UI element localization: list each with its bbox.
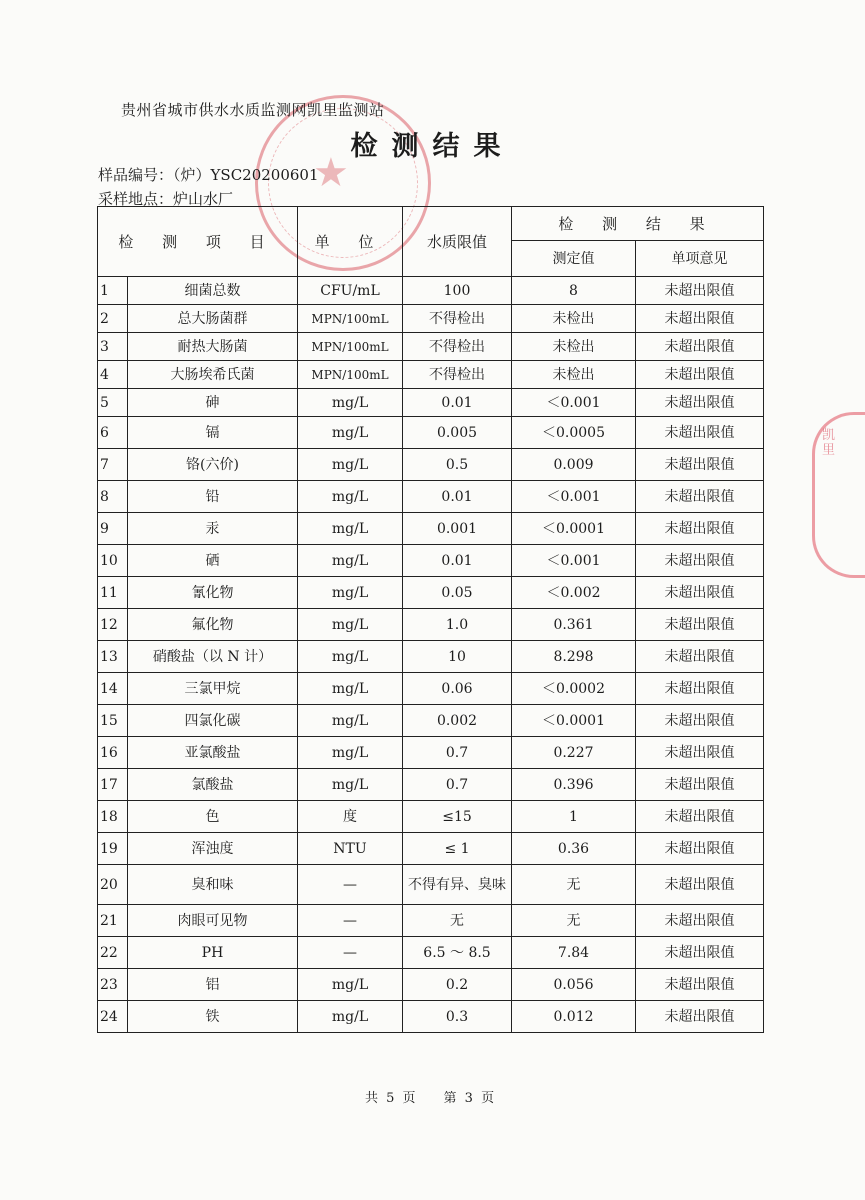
row-measured-value: ＜0.0005 [512, 417, 636, 449]
row-item: 三氯甲烷 [128, 673, 298, 705]
sample-number-value: （炉）YSC20200601 [173, 166, 319, 184]
table-row [98, 609, 764, 641]
row-unit: mg/L [298, 769, 403, 801]
row-number: 24 [98, 1001, 128, 1033]
row-limit: 不得有异、臭味 [403, 865, 512, 905]
row-opinion: 未超出限值 [636, 737, 764, 769]
row-limit: ≤ 1 [403, 833, 512, 865]
row-number: 2 [98, 305, 128, 333]
header-opinion: 单项意见 [636, 241, 764, 277]
row-measured-value: 1 [512, 801, 636, 833]
row-item: 汞 [128, 513, 298, 545]
row-opinion: 未超出限值 [636, 705, 764, 737]
row-measured-value: ＜0.001 [512, 389, 636, 417]
sampling-location-label: 采样地点： [98, 190, 174, 208]
row-limit: 1.0 [403, 609, 512, 641]
row-opinion: 未超出限值 [636, 417, 764, 449]
row-limit: 0.05 [403, 577, 512, 609]
row-unit: mg/L [298, 737, 403, 769]
table-row [98, 361, 764, 389]
page-footer [365, 1087, 522, 1106]
row-item: 臭和味 [128, 865, 298, 905]
table-row [98, 641, 764, 673]
row-measured-value: 未检出 [512, 305, 636, 333]
row-unit: mg/L [298, 481, 403, 513]
row-limit: ≤15 [403, 801, 512, 833]
row-unit: — [298, 905, 403, 937]
row-limit: 0.002 [403, 705, 512, 737]
results-table [97, 206, 764, 1033]
table-row [98, 833, 764, 865]
row-number: 23 [98, 969, 128, 1001]
header-limit: 水质限值 [403, 207, 512, 277]
row-limit: 0.005 [403, 417, 512, 449]
row-item: 铝 [128, 969, 298, 1001]
row-limit: 0.3 [403, 1001, 512, 1033]
sample-number-label: 样品编号： [98, 166, 174, 184]
row-number: 9 [98, 513, 128, 545]
row-measured-value: ＜0.001 [512, 545, 636, 577]
row-item: 砷 [128, 389, 298, 417]
table-row [98, 277, 764, 305]
row-number: 22 [98, 937, 128, 969]
table-row [98, 705, 764, 737]
row-item: 肉眼可见物 [128, 905, 298, 937]
row-measured-value: 0.056 [512, 969, 636, 1001]
row-measured-value: 0.012 [512, 1001, 636, 1033]
row-opinion: 未超出限值 [636, 673, 764, 705]
row-item: 氰化物 [128, 577, 298, 609]
row-number: 18 [98, 801, 128, 833]
table-row [98, 481, 764, 513]
row-item: 氯酸盐 [128, 769, 298, 801]
row-item: 色 [128, 801, 298, 833]
row-opinion: 未超出限值 [636, 333, 764, 361]
table-row [98, 305, 764, 333]
row-item: 硒 [128, 545, 298, 577]
row-limit: 不得检出 [403, 305, 512, 333]
row-item: 耐热大肠菌 [128, 333, 298, 361]
row-unit: CFU/mL [298, 277, 403, 305]
row-number: 6 [98, 417, 128, 449]
header-measured: 测定值 [512, 241, 636, 277]
row-limit: 不得检出 [403, 361, 512, 389]
header-result-group: 检 测 结 果 [512, 207, 764, 241]
row-limit: 不得检出 [403, 333, 512, 361]
edge-seal-text: 凯里 [822, 428, 836, 458]
row-item: 大肠埃希氏菌 [128, 361, 298, 389]
row-limit: 0.01 [403, 545, 512, 577]
sample-number-line [98, 164, 319, 185]
row-unit: NTU [298, 833, 403, 865]
row-opinion: 未超出限值 [636, 969, 764, 1001]
row-measured-value: ＜0.0002 [512, 673, 636, 705]
row-item: 硝酸盐（以 N 计） [128, 641, 298, 673]
row-number: 8 [98, 481, 128, 513]
row-item: 氟化物 [128, 609, 298, 641]
row-measured-value: 0.361 [512, 609, 636, 641]
row-limit: 6.5 ～ 8.5 [403, 937, 512, 969]
row-number: 13 [98, 641, 128, 673]
row-unit: mg/L [298, 513, 403, 545]
row-opinion: 未超出限值 [636, 481, 764, 513]
row-opinion: 未超出限值 [636, 905, 764, 937]
row-measured-value: 无 [512, 865, 636, 905]
row-item: 细菌总数 [128, 277, 298, 305]
row-unit: mg/L [298, 417, 403, 449]
row-unit: — [298, 865, 403, 905]
row-opinion: 未超出限值 [636, 801, 764, 833]
row-number: 17 [98, 769, 128, 801]
row-opinion: 未超出限值 [636, 577, 764, 609]
row-item: 铅 [128, 481, 298, 513]
table-row [98, 905, 764, 937]
row-unit: mg/L [298, 1001, 403, 1033]
row-measured-value: ＜0.0001 [512, 705, 636, 737]
row-item: 镉 [128, 417, 298, 449]
row-unit: mg/L [298, 389, 403, 417]
row-opinion: 未超出限值 [636, 641, 764, 673]
sampling-location-value: 炉山水厂 [173, 190, 234, 208]
row-item: 四氯化碳 [128, 705, 298, 737]
row-number: 4 [98, 361, 128, 389]
row-number: 12 [98, 609, 128, 641]
row-opinion: 未超出限值 [636, 361, 764, 389]
row-measured-value: 7.84 [512, 937, 636, 969]
row-opinion: 未超出限值 [636, 545, 764, 577]
header-unit: 单 位 [298, 207, 403, 277]
total-pages: 共 5 页 [365, 1091, 416, 1106]
organization-name: 贵州省城市供水水质监测网凯里监测站 [121, 101, 385, 119]
table-row [98, 577, 764, 609]
row-unit: — [298, 937, 403, 969]
row-item: 亚氯酸盐 [128, 737, 298, 769]
row-limit: 无 [403, 905, 512, 937]
current-page: 第 3 页 [443, 1091, 495, 1106]
table-row [98, 449, 764, 481]
row-measured-value: 未检出 [512, 333, 636, 361]
header-item: 检 测 项 目 [98, 207, 298, 277]
row-unit: MPN/100mL [298, 333, 403, 361]
row-number: 5 [98, 389, 128, 417]
row-opinion: 未超出限值 [636, 833, 764, 865]
row-number: 11 [98, 577, 128, 609]
row-unit: 度 [298, 801, 403, 833]
table-row [98, 333, 764, 361]
row-number: 20 [98, 865, 128, 905]
row-measured-value: ＜0.002 [512, 577, 636, 609]
row-measured-value: 0.009 [512, 449, 636, 481]
row-unit: mg/L [298, 545, 403, 577]
row-opinion: 未超出限值 [636, 513, 764, 545]
row-unit: mg/L [298, 673, 403, 705]
row-unit: MPN/100mL [298, 361, 403, 389]
row-opinion: 未超出限值 [636, 609, 764, 641]
page-title: 检测结果 [350, 131, 515, 162]
edge-seal [812, 412, 865, 578]
row-measured-value: ＜0.001 [512, 481, 636, 513]
row-limit: 0.001 [403, 513, 512, 545]
row-unit: MPN/100mL [298, 305, 403, 333]
row-item: 铬(六价) [128, 449, 298, 481]
row-unit: mg/L [298, 641, 403, 673]
table-row [98, 513, 764, 545]
row-number: 21 [98, 905, 128, 937]
row-opinion: 未超出限值 [636, 865, 764, 905]
row-measured-value: 8.298 [512, 641, 636, 673]
table-row [98, 737, 764, 769]
row-number: 7 [98, 449, 128, 481]
row-limit: 0.06 [403, 673, 512, 705]
row-limit: 10 [403, 641, 512, 673]
table-row [98, 937, 764, 969]
row-opinion: 未超出限值 [636, 937, 764, 969]
table-row [98, 545, 764, 577]
row-number: 15 [98, 705, 128, 737]
row-unit: mg/L [298, 449, 403, 481]
table-row [98, 389, 764, 417]
row-unit: mg/L [298, 969, 403, 1001]
table-row [98, 969, 764, 1001]
row-item: 铁 [128, 1001, 298, 1033]
row-measured-value: 无 [512, 905, 636, 937]
row-opinion: 未超出限值 [636, 1001, 764, 1033]
row-number: 3 [98, 333, 128, 361]
row-number: 10 [98, 545, 128, 577]
table-row [98, 769, 764, 801]
row-limit: 0.7 [403, 737, 512, 769]
row-limit: 0.2 [403, 969, 512, 1001]
table-row [98, 417, 764, 449]
row-limit: 100 [403, 277, 512, 305]
row-measured-value: 未检出 [512, 361, 636, 389]
table-row [98, 1001, 764, 1033]
table-row [98, 801, 764, 833]
table-row [98, 865, 764, 905]
row-number: 1 [98, 277, 128, 305]
row-opinion: 未超出限值 [636, 305, 764, 333]
row-limit: 0.7 [403, 769, 512, 801]
row-unit: mg/L [298, 577, 403, 609]
row-number: 16 [98, 737, 128, 769]
results-body [98, 277, 764, 1033]
row-number: 19 [98, 833, 128, 865]
row-item: PH [128, 937, 298, 969]
row-measured-value: 8 [512, 277, 636, 305]
row-measured-value: 0.396 [512, 769, 636, 801]
row-unit: mg/L [298, 609, 403, 641]
row-item: 浑浊度 [128, 833, 298, 865]
row-number: 14 [98, 673, 128, 705]
seal-star-icon: ★ [313, 150, 349, 196]
row-item: 总大肠菌群 [128, 305, 298, 333]
row-opinion: 未超出限值 [636, 769, 764, 801]
row-measured-value: 0.227 [512, 737, 636, 769]
row-opinion: 未超出限值 [636, 389, 764, 417]
row-measured-value: ＜0.0001 [512, 513, 636, 545]
table-row [98, 673, 764, 705]
row-limit: 0.01 [403, 389, 512, 417]
row-opinion: 未超出限值 [636, 277, 764, 305]
row-limit: 0.01 [403, 481, 512, 513]
row-measured-value: 0.36 [512, 833, 636, 865]
row-unit: mg/L [298, 705, 403, 737]
row-limit: 0.5 [403, 449, 512, 481]
row-opinion: 未超出限值 [636, 449, 764, 481]
